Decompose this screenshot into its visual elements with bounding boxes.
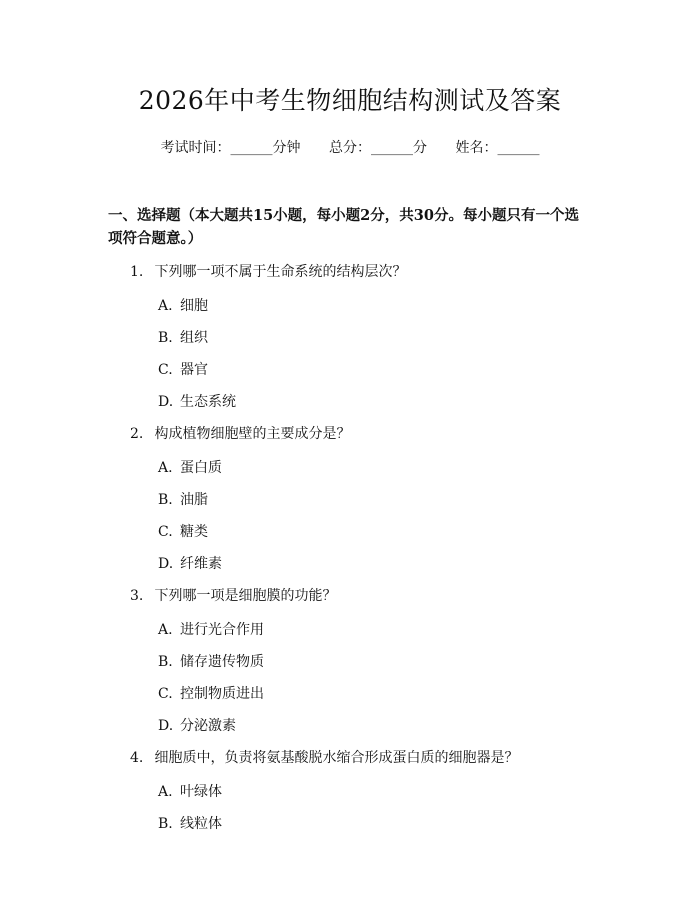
option-text: 叶绿体 bbox=[180, 784, 222, 800]
option-letter: D. bbox=[158, 718, 174, 734]
question-4 bbox=[108, 748, 592, 834]
option-a bbox=[158, 782, 592, 802]
option-letter: B. bbox=[158, 816, 173, 832]
option-d bbox=[158, 392, 592, 412]
option-text: 控制物质进出 bbox=[180, 686, 264, 702]
option-text: 糖类 bbox=[180, 524, 208, 540]
exam-meta bbox=[108, 138, 592, 158]
option-c bbox=[158, 360, 592, 380]
option-text: 分泌激素 bbox=[180, 718, 236, 734]
option-d bbox=[158, 554, 592, 574]
option-letter: A. bbox=[158, 298, 173, 314]
question-text bbox=[130, 748, 592, 768]
question-stem: 细胞质中，负责将氨基酸脱水缩合形成蛋白质的细胞器是？ bbox=[154, 750, 519, 766]
option-text: 线粒体 bbox=[180, 816, 222, 832]
question-text bbox=[130, 586, 592, 606]
option-list bbox=[108, 620, 592, 736]
question-number: 4. bbox=[130, 750, 144, 766]
option-letter: A. bbox=[158, 622, 173, 638]
question-1 bbox=[108, 262, 592, 412]
option-b bbox=[158, 328, 592, 348]
question-3 bbox=[108, 586, 592, 736]
option-letter: C. bbox=[158, 524, 173, 540]
section-heading: 一、选择题（本大题共15小题，每小题2分，共30分。每小题只有一个选项符合题意。） bbox=[108, 207, 579, 247]
question-number: 1. bbox=[130, 264, 144, 280]
option-letter: B. bbox=[158, 654, 173, 670]
option-letter: A. bbox=[158, 460, 173, 476]
exam-time-field: 考试时间：______分钟 bbox=[160, 140, 301, 156]
option-letter: B. bbox=[158, 330, 173, 346]
option-text: 储存遗传物质 bbox=[180, 654, 264, 670]
page-title: 2026年中考生物细胞结构测试及答案 bbox=[138, 86, 562, 115]
option-text: 蛋白质 bbox=[180, 460, 222, 476]
option-text: 油脂 bbox=[180, 492, 208, 508]
question-list bbox=[108, 262, 592, 834]
option-d bbox=[158, 716, 592, 736]
option-list bbox=[108, 296, 592, 412]
question-text bbox=[130, 424, 592, 444]
option-letter: C. bbox=[158, 686, 173, 702]
question-stem: 下列哪一项是细胞膜的功能？ bbox=[154, 588, 337, 604]
option-letter: C. bbox=[158, 362, 173, 378]
option-letter: A. bbox=[158, 784, 173, 800]
option-b bbox=[158, 652, 592, 672]
option-list bbox=[108, 782, 592, 834]
name-field: 姓名：______ bbox=[455, 140, 540, 156]
option-text: 进行光合作用 bbox=[180, 622, 264, 638]
question-number: 3. bbox=[130, 588, 144, 604]
option-b bbox=[158, 814, 592, 834]
option-text: 纤维素 bbox=[180, 556, 222, 572]
option-list bbox=[108, 458, 592, 574]
option-a bbox=[158, 620, 592, 640]
question-stem: 下列哪一项不属于生命系统的结构层次？ bbox=[154, 264, 407, 280]
question-2 bbox=[108, 424, 592, 574]
option-c bbox=[158, 684, 592, 704]
option-c bbox=[158, 522, 592, 542]
option-letter: D. bbox=[158, 394, 174, 410]
option-letter: B. bbox=[158, 492, 173, 508]
question-text bbox=[130, 262, 592, 282]
option-b bbox=[158, 490, 592, 510]
option-a bbox=[158, 296, 592, 316]
option-a bbox=[158, 458, 592, 478]
option-text: 组织 bbox=[180, 330, 208, 346]
question-number: 2. bbox=[130, 426, 144, 442]
option-text: 器官 bbox=[180, 362, 208, 378]
option-text: 生态系统 bbox=[180, 394, 236, 410]
total-score-field: 总分：______分 bbox=[329, 140, 427, 156]
option-letter: D. bbox=[158, 556, 174, 572]
option-text: 细胞 bbox=[180, 298, 208, 314]
question-stem: 构成植物细胞壁的主要成分是？ bbox=[154, 426, 351, 442]
